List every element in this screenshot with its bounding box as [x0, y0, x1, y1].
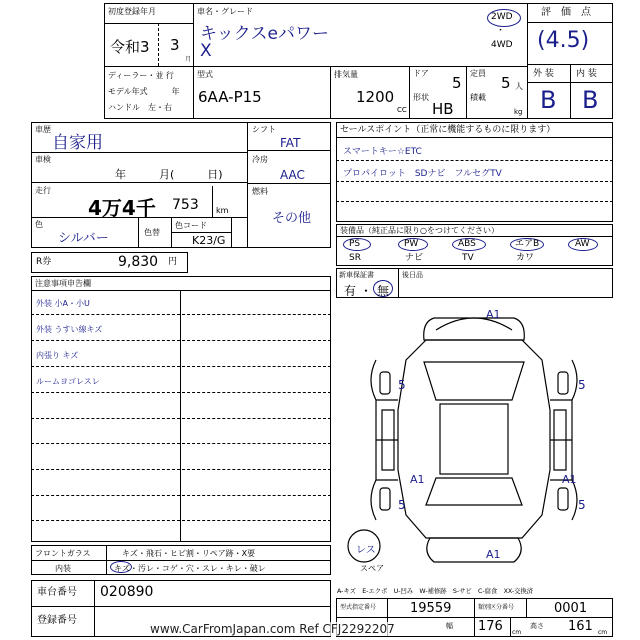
notes-section: [31, 276, 331, 542]
shift-label: シフト: [252, 125, 276, 134]
ac-value: AAC: [280, 168, 305, 182]
note-line-1: 外装 小A・小U: [36, 299, 90, 308]
warranty-yes: 有: [344, 284, 357, 298]
recycle-unit: 円: [168, 257, 178, 267]
fuel-value: その他: [272, 211, 312, 226]
shift-value: FAT: [280, 136, 301, 150]
height-label: 高さ: [530, 622, 544, 630]
interior-value: キズ・汚レ・コゲ・穴・スレ・キレ・破レ: [114, 564, 266, 573]
car-grade: X: [200, 41, 212, 61]
mileage-label: 走行: [35, 186, 51, 195]
km-unit: km: [216, 206, 229, 215]
width-label: 幅: [446, 622, 453, 630]
mileage-value: 4万4千: [88, 196, 156, 220]
sales-title: セールスポイント（正常に機能するものに限ります）: [340, 125, 556, 135]
shape-label: 形状: [413, 93, 429, 102]
capacity-label: 定員: [470, 69, 486, 78]
mark-front-bumper: A1: [486, 308, 501, 321]
dealer-label: ディーラー・並 行: [108, 71, 174, 80]
recycle-section: [31, 252, 188, 273]
load-label: 積載: [470, 93, 486, 102]
color-change-label: 色替: [144, 228, 160, 237]
reg-month: 3: [170, 36, 180, 54]
model-year-label: モデル年式 年: [108, 87, 180, 96]
use-label: 車歴: [35, 125, 51, 134]
drive-dot: ・: [496, 26, 506, 36]
equip-leather: カワ: [516, 253, 535, 263]
car-damage-diagram: [336, 300, 613, 582]
car-name: キックスeパワー: [200, 24, 329, 44]
front-glass-label: フロントガラス: [35, 549, 91, 558]
reg-date-label: 初度登録年月: [108, 7, 156, 16]
equip-tv: TV: [462, 253, 474, 263]
equip-ps: PS: [349, 239, 361, 249]
inspection-label: 車検: [35, 155, 51, 164]
equip-navi: ナビ: [405, 253, 424, 263]
color-code-label: 色コード: [175, 221, 207, 230]
drive-2wd: 2WD: [491, 12, 513, 22]
class-value: 0001: [554, 601, 588, 616]
watermark: www.CarFromJapan.com Ref CFJ2292207: [150, 622, 395, 636]
reg-era: 令和3: [110, 38, 150, 56]
equip-pw: PW: [404, 239, 419, 249]
equip-sr: SR: [349, 253, 361, 263]
color-value: シルバー: [58, 231, 109, 246]
model-code: 6AA-P15: [198, 88, 262, 106]
displacement-label: 排気量: [334, 70, 358, 79]
spare-label: スペア: [360, 564, 384, 573]
capacity-unit: 人: [515, 82, 523, 91]
note-line-2: 外装 うすい線キズ: [36, 325, 103, 334]
ext-score: B: [540, 86, 557, 114]
kg-unit: kg: [514, 108, 523, 116]
chassis-value: 020890: [100, 584, 154, 600]
equip-airbag: エアB: [515, 239, 540, 249]
mark-left-front: 5: [398, 378, 406, 392]
equip-abs: ABS: [458, 239, 476, 249]
use-value: 自家用: [52, 133, 103, 153]
type-cert-value: 19559: [410, 601, 452, 616]
later-label: 後日品: [402, 271, 423, 279]
ext-label: 外 装: [533, 69, 554, 79]
handle-label: ハンドル 左・右: [108, 103, 172, 112]
int-score: B: [582, 86, 599, 114]
notes-title: 注意事項申告欄: [35, 279, 91, 288]
front-glass-value: キズ・飛石・ヒビ割・リペア跡・X要: [122, 549, 256, 558]
ac-label: 冷房: [252, 155, 268, 164]
mark-left-quarter: A1: [410, 473, 425, 486]
warranty-no: 無: [377, 284, 390, 298]
note-line-4: ルームヨゴレスレ: [36, 377, 100, 386]
doors: 5: [452, 74, 462, 92]
mark-right-rear: 5: [578, 498, 586, 512]
inspection-value: 年 月( 日): [115, 168, 223, 181]
class-label: 類別区分番号: [478, 604, 515, 611]
width-unit: cm: [512, 629, 522, 636]
displacement: 1200: [356, 88, 395, 106]
height-unit: cm: [598, 629, 608, 636]
int-label: 内 装: [576, 69, 597, 79]
shape: HB: [432, 100, 454, 118]
door-label: ドア: [413, 69, 429, 78]
color-code: K23/G: [192, 234, 226, 247]
eval-score: (4.5): [537, 28, 590, 53]
mark-left-rear: 5: [398, 498, 406, 512]
spare-note: レス: [356, 545, 376, 556]
eval-label: 評 価 点: [541, 7, 591, 18]
type-cert-label: 型式指定番号: [340, 604, 377, 611]
interior-label: 内装: [55, 564, 71, 573]
mark-right-front: 5: [578, 378, 586, 392]
color-label: 色: [35, 220, 43, 229]
registration-label: 登録番号: [37, 615, 77, 626]
equipment-title: 装備品（純正品に限り○をつけてください）: [340, 226, 499, 235]
capacity: 5: [501, 74, 511, 92]
width-value: 176: [478, 619, 503, 634]
chassis-label: 車台番号: [37, 587, 77, 598]
recycle-label: R券: [36, 257, 52, 267]
fuel-label: 燃料: [252, 187, 268, 196]
mileage-num: 753: [172, 197, 199, 213]
recycle-value: 9,830: [118, 254, 159, 270]
note-line-3: 内張り キズ: [36, 351, 79, 360]
type-label: 型式: [197, 70, 213, 79]
height-value: 161: [568, 619, 593, 634]
mark-right-quarter: A1: [562, 473, 577, 486]
sales-line-2: プロパイロット SDナビ フルセグTV: [343, 169, 502, 179]
drive-4wd: 4WD: [491, 40, 513, 50]
cc-unit: CC: [397, 106, 407, 114]
damage-legend: A-キズ E-エクボ U-凹み W-補修跡 S-サビ C-腐食 XX-交換済: [337, 588, 534, 595]
month-unit: 月: [185, 56, 192, 63]
equip-aw: AW: [575, 239, 590, 249]
warranty-label: 新車保証書: [339, 271, 374, 279]
sales-line-1: スマートキー☆ETC: [343, 147, 422, 157]
car-name-label: 車名・グレード: [197, 7, 253, 16]
mark-rear-bumper: A1: [486, 548, 501, 561]
